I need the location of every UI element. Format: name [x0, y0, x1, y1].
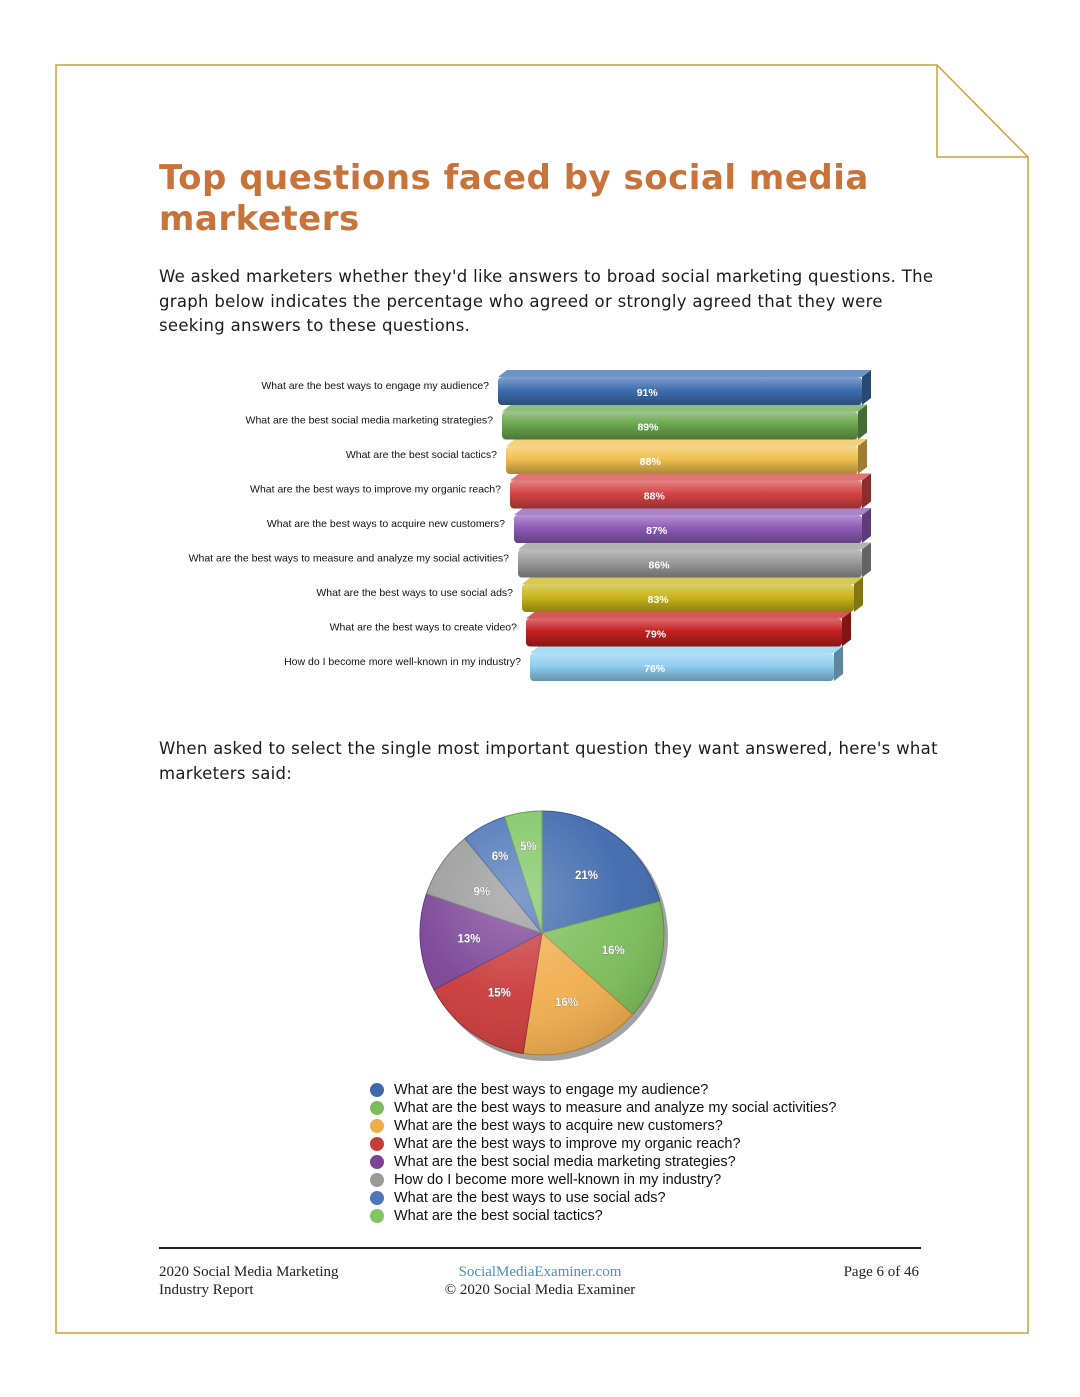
pie-value-label-5: 13%	[457, 933, 481, 946]
footer-report-line2: Industry Report	[159, 1282, 254, 1298]
bar-value-label-4: 88%	[643, 490, 665, 503]
legend-label-7: What are the best ways to use social ads?	[394, 1190, 666, 1206]
bar-front-8	[526, 619, 842, 647]
bar-top-2	[502, 405, 867, 412]
footer-copyright: © 2020 Social Media Examiner	[444, 1282, 636, 1298]
bar-category-label-6: What are the best ways to measure and analyze my social activities?	[188, 552, 509, 565]
legend-item-2	[370, 1099, 930, 1117]
bar-category-label-9: How do I become more well-known in my industry?	[284, 656, 521, 668]
legend-swatch-1	[370, 1083, 384, 1097]
legend-label-5: What are the best social media marketing strategies?	[394, 1154, 736, 1170]
bar-value-label-2: 89%	[637, 421, 659, 434]
bar-9	[530, 646, 843, 681]
footer-report-line1: 2020 Social Media Marketing	[159, 1264, 339, 1280]
bar-top-5	[514, 508, 871, 515]
pie-value-label-2: 16%	[601, 944, 625, 957]
bar-category-label-7: What are the best ways to use social ads?	[316, 587, 513, 599]
legend-label-4: What are the best ways to improve my organic reach?	[394, 1136, 741, 1152]
legend-label-3: What are the best ways to acquire new customers?	[394, 1118, 723, 1134]
bar-1	[498, 370, 871, 405]
bar-value-label-5: 87%	[646, 525, 668, 537]
legend-swatch-3	[370, 1119, 384, 1133]
bar-7	[522, 577, 863, 612]
legend-item-1	[370, 1081, 930, 1099]
bar-front-4	[510, 481, 862, 509]
bar-category-label-2: What are the best social media marketing strategies?	[245, 414, 493, 427]
pie-intro-paragraph: When asked to select the single most important question they want answered, here's what marketers said:	[159, 739, 938, 783]
bar-chart	[0, 360, 1080, 720]
pie-chart	[400, 795, 690, 1070]
footer-page-number: Page 6 of 46	[843, 1264, 919, 1280]
legend-item-5	[370, 1153, 930, 1171]
bar-value-label-3: 88%	[639, 456, 661, 468]
pie-value-label-1: 21%	[574, 869, 599, 882]
bar-value-label-6: 86%	[648, 559, 670, 572]
bar-2	[502, 405, 867, 440]
intro-paragraph: We asked marketers whether they'd like answers to broad social marketing questions. The graph below indicates the percentage who agreed or strongly agreed that they were seeking answers to these questions.	[159, 267, 934, 335]
legend-swatch-8	[370, 1209, 384, 1223]
legend-item-6	[370, 1171, 930, 1189]
bar-value-label-7: 83%	[647, 594, 669, 606]
pie-value-label-8: 5%	[520, 841, 537, 854]
bar-top-3	[506, 439, 867, 446]
bar-front-5	[514, 515, 862, 543]
bar-4	[510, 474, 871, 509]
bar-category-label-4: What are the best ways to improve my organic reach?	[250, 483, 501, 496]
legend-swatch-2	[370, 1101, 384, 1115]
pie-value-label-3: 16%	[555, 996, 579, 1009]
legend-item-8	[370, 1207, 930, 1225]
bar-top-6	[518, 543, 871, 550]
bar-5	[514, 508, 871, 543]
pie-value-label-6: 9%	[473, 886, 491, 899]
pie-value-label-4: 15%	[487, 987, 511, 1000]
bar-top-4	[510, 474, 871, 481]
pie-legend	[370, 1081, 930, 1225]
legend-label-8: What are the best social tactics?	[394, 1208, 603, 1224]
pie-value-label-7: 6%	[491, 850, 509, 863]
legend-swatch-5	[370, 1155, 384, 1169]
legend-swatch-6	[370, 1173, 384, 1187]
bar-front-1	[498, 377, 862, 405]
bar-category-label-1: What are the best ways to engage my audience?	[261, 380, 489, 392]
bar-value-label-8: 79%	[645, 628, 667, 641]
bar-category-label-5: What are the best ways to acquire new customers?	[266, 518, 505, 530]
bar-6	[518, 543, 871, 578]
bar-top-1	[498, 370, 871, 377]
legend-item-4	[370, 1135, 930, 1153]
legend-label-2: What are the best ways to measure and analyze my social activities?	[394, 1100, 837, 1116]
bar-front-6	[518, 550, 862, 578]
bar-category-label-3: What are the best social tactics?	[345, 449, 497, 461]
bar-top-8	[526, 612, 851, 619]
legend-item-7	[370, 1189, 930, 1207]
bar-category-label-8: What are the best ways to create video?	[329, 621, 517, 634]
bar-value-label-1: 91%	[636, 387, 658, 399]
legend-item-3	[370, 1117, 930, 1135]
bar-front-9	[530, 653, 834, 681]
footer-report-name	[159, 1263, 409, 1299]
footer-divider	[159, 1247, 921, 1249]
legend-label-1: What are the best ways to engage my audience?	[394, 1082, 709, 1098]
page-title: Top questions faced by social media marketers	[159, 158, 869, 239]
bar-8	[526, 612, 851, 647]
legend-swatch-7	[370, 1191, 384, 1205]
bar-top-9	[530, 646, 843, 653]
bar-3	[506, 439, 867, 474]
bar-top-7	[522, 577, 863, 584]
bar-front-3	[506, 446, 858, 474]
legend-swatch-4	[370, 1137, 384, 1151]
footer-center	[400, 1263, 680, 1299]
bar-value-label-9: 76%	[644, 663, 666, 675]
footer-website-link[interactable]: SocialMediaExaminer.com	[458, 1264, 622, 1280]
bar-front-2	[502, 412, 858, 440]
legend-label-6: How do I become more well-known in my industry?	[394, 1172, 722, 1188]
bar-front-7	[522, 584, 854, 612]
